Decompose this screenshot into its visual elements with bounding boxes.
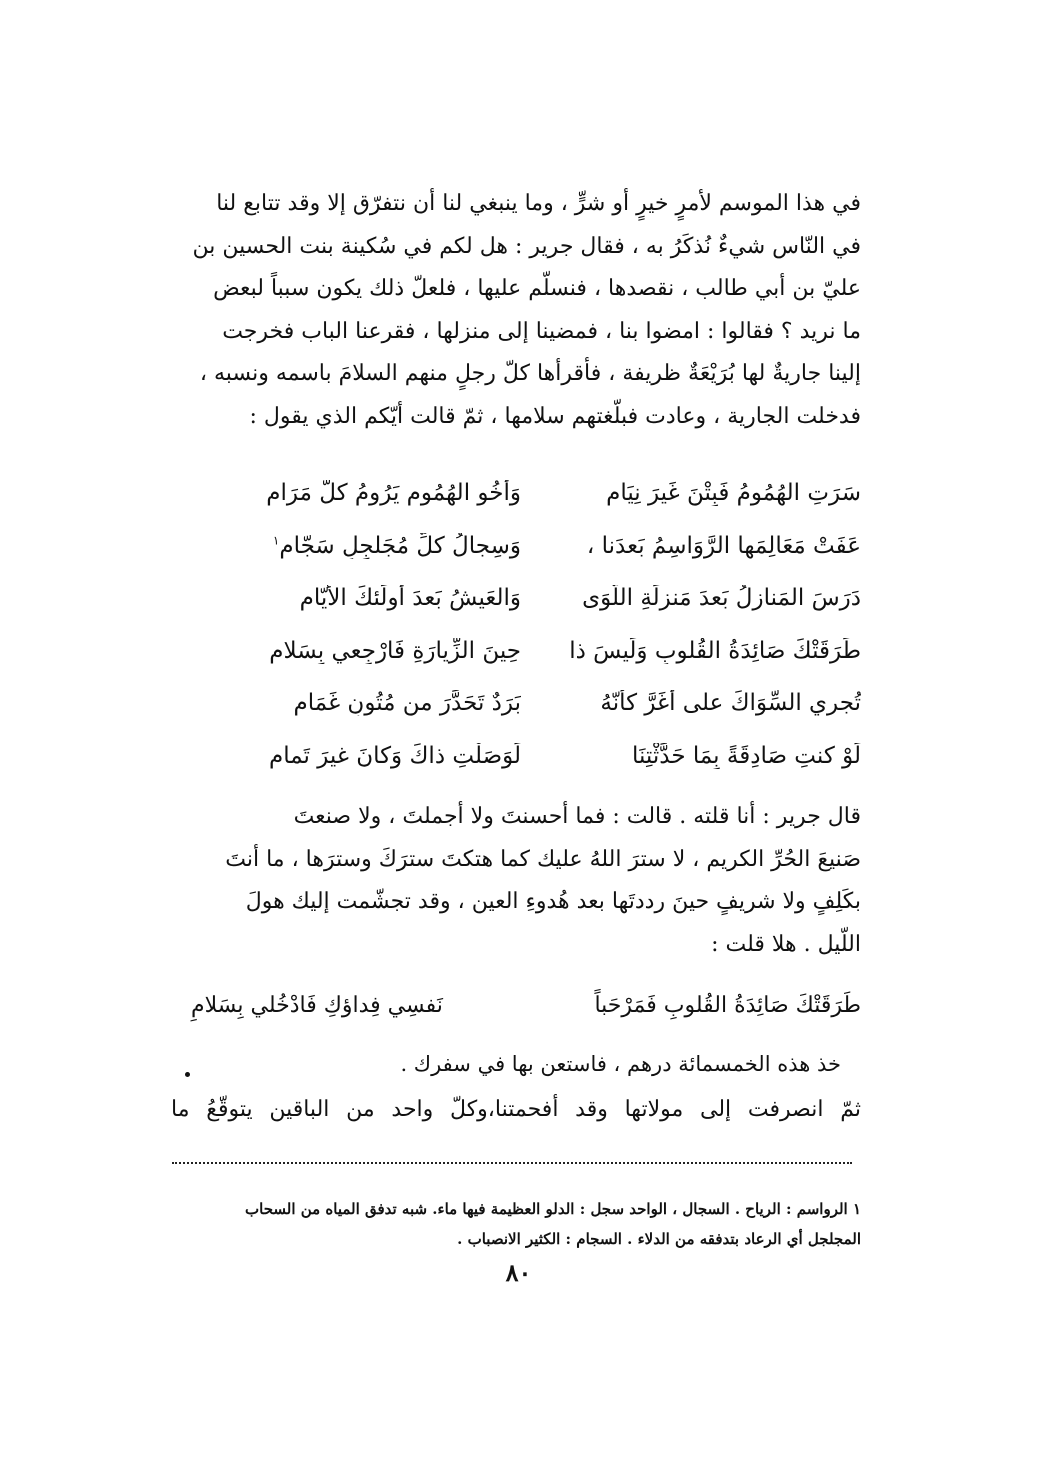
footnotes xyxy=(161,1194,861,1254)
prose-line: ما نريد ؟ فقالوا : امضوا بنا ، فمضينا إلى منزلها ، فقرعنا الباب فخرجت xyxy=(222,318,861,344)
prose-line: صَنيعَ الحُرِّ الكريم ، لا سترَ اللهُ عليك كما هتكتَ سترَكَ وسترَها ، ما أنتَ xyxy=(225,846,861,872)
verse-second-hemistich: وَأَخُو الهُمُومِ يَرُومُ كلَّ مَرَامِ xyxy=(266,480,521,506)
verse-second-hemistich: حِينَ الزِّيارَةِ فَارْجِعي بِسَلامِ xyxy=(269,637,521,664)
verse-first-hemistich: دَرَسَ المَنازِلُ بَعدَ مَنزِلَةِ اللّوَى xyxy=(582,585,861,611)
poem-block xyxy=(171,476,861,791)
quoted-speech-line: خذ هذه الخمسمائة درهم ، فاستعن بها في سفرك . xyxy=(400,1052,841,1076)
verse-first-hemistich: سَرَتِ الهُمُومُ فَبِتْنَ غَيرَ نِيَامِ xyxy=(606,480,861,506)
verse-first-hemistich: طَرَقَتْكَ صَائِدَةُ القُلوبِ وَلَيسَ ذا xyxy=(569,637,861,664)
verse-first-hemistich: تُجرِي السِّوَاكَ على أغَرَّ كأنّهُ xyxy=(600,690,861,716)
verse-first-hemistich: عَفَتْ مَعَالِمَها الرَّوَاسِمُ بَعدَنا ، xyxy=(586,532,861,559)
ink-speck xyxy=(185,1072,190,1077)
prose-line: عليّ بن أبي طالب ، نقصدها ، فنسلّم عليها ، فلعلّ ذلك يكون سبباً لبعض xyxy=(213,276,861,301)
page-number: ٨٠ xyxy=(505,1258,532,1287)
footnote-line: المجلجل أي الرعاد بتدفقه من الدلاء . السجام : الكثير الانصباب . xyxy=(457,1230,861,1248)
verse-first-hemistich: طَرَقَتْكَ صَائِدَةُ القُلوبِ فَمَرْحَباً xyxy=(594,993,861,1018)
prose-paragraph-1 xyxy=(171,183,861,438)
prose-line: قال جرير : أنا قلته . قالت : فما أحسنتَ ولا أجملتَ ، ولا صنعتَ xyxy=(293,804,861,829)
verse-line xyxy=(171,739,861,792)
footnote-reference: ١ xyxy=(272,532,280,547)
verse-second-hemistich xyxy=(191,533,521,559)
verse-second-hemistich: نَفسِي فِداؤكِ فَادْخُلي بِسَلامِ xyxy=(191,993,443,1018)
verse-line xyxy=(171,686,861,739)
prose-line: في النّاس شيءٌ نُذكَرُ به ، فقال جرير : هل لكم في سُكينة بنت الحسين بن xyxy=(192,233,861,259)
verse-second-hemistich: لَوَصَلْتِ ذاكَ وَكانَ غيرَ تَمامِ xyxy=(268,742,521,769)
verse-second-hemistich: وَالعَيشُ بَعدَ أُولَئكَ الأيّامِ xyxy=(299,585,521,611)
footnote-separator xyxy=(172,1162,852,1166)
prose-line: اللّيل . هلا قلت : xyxy=(711,931,861,957)
footnote-line: ١ الرواسم : الرياح . السجال ، الواحد سجل : الدلو العظيمة فيها ماء. شبه تدفق المياه من السحاب xyxy=(245,1200,861,1218)
verse-text: وَسِجالُ كلِّ مُجَلجِلٍ سَجّامِ xyxy=(279,532,521,559)
prose-line: بكَلِفٍ ولا شريفٍ حينَ رددتَها بعد هُدوءِ العين ، وقد تجشّمت إليك هولَ xyxy=(245,889,861,914)
verse-line xyxy=(171,634,861,687)
prose-line: فدخلت الجارية ، وعادت فبلّغتهم سلامها ، ثمّ قالت أيّكم الذي يقول : xyxy=(249,403,861,429)
verse-second-hemistich: بَرَدٌ تَحَدَّرَ من مُتُونِ غَمَامِ xyxy=(293,690,521,716)
verse-line xyxy=(171,581,861,634)
verse-line xyxy=(171,476,861,529)
prose-line: في هذا الموسم لأمرٍ خيرٍ أو شرٍّ ، وما ينبغي لنا أن نتفرّق إلا وقد تتابع لنا xyxy=(216,191,861,216)
prose-line: إلينا جاريةٌ لها بُرَيْعَةٌ ظريفة ، فأقرأها كلّ رجلٍ منهم السلامَ باسمه ونسبه ، xyxy=(199,361,861,386)
prose-paragraph-2 xyxy=(171,796,861,966)
verse-line xyxy=(171,529,861,582)
verse-first-hemistich: لَوْ كنتِ صَادِقَةً بِمَا حَدَّثْتِنَا xyxy=(631,742,861,769)
prose-continuation-line: ثمّ انصرفت إلى مولاتها وقد أفحمتنا،وكلّ واحد من الباقين يتوقّعُ ما xyxy=(171,1097,861,1122)
